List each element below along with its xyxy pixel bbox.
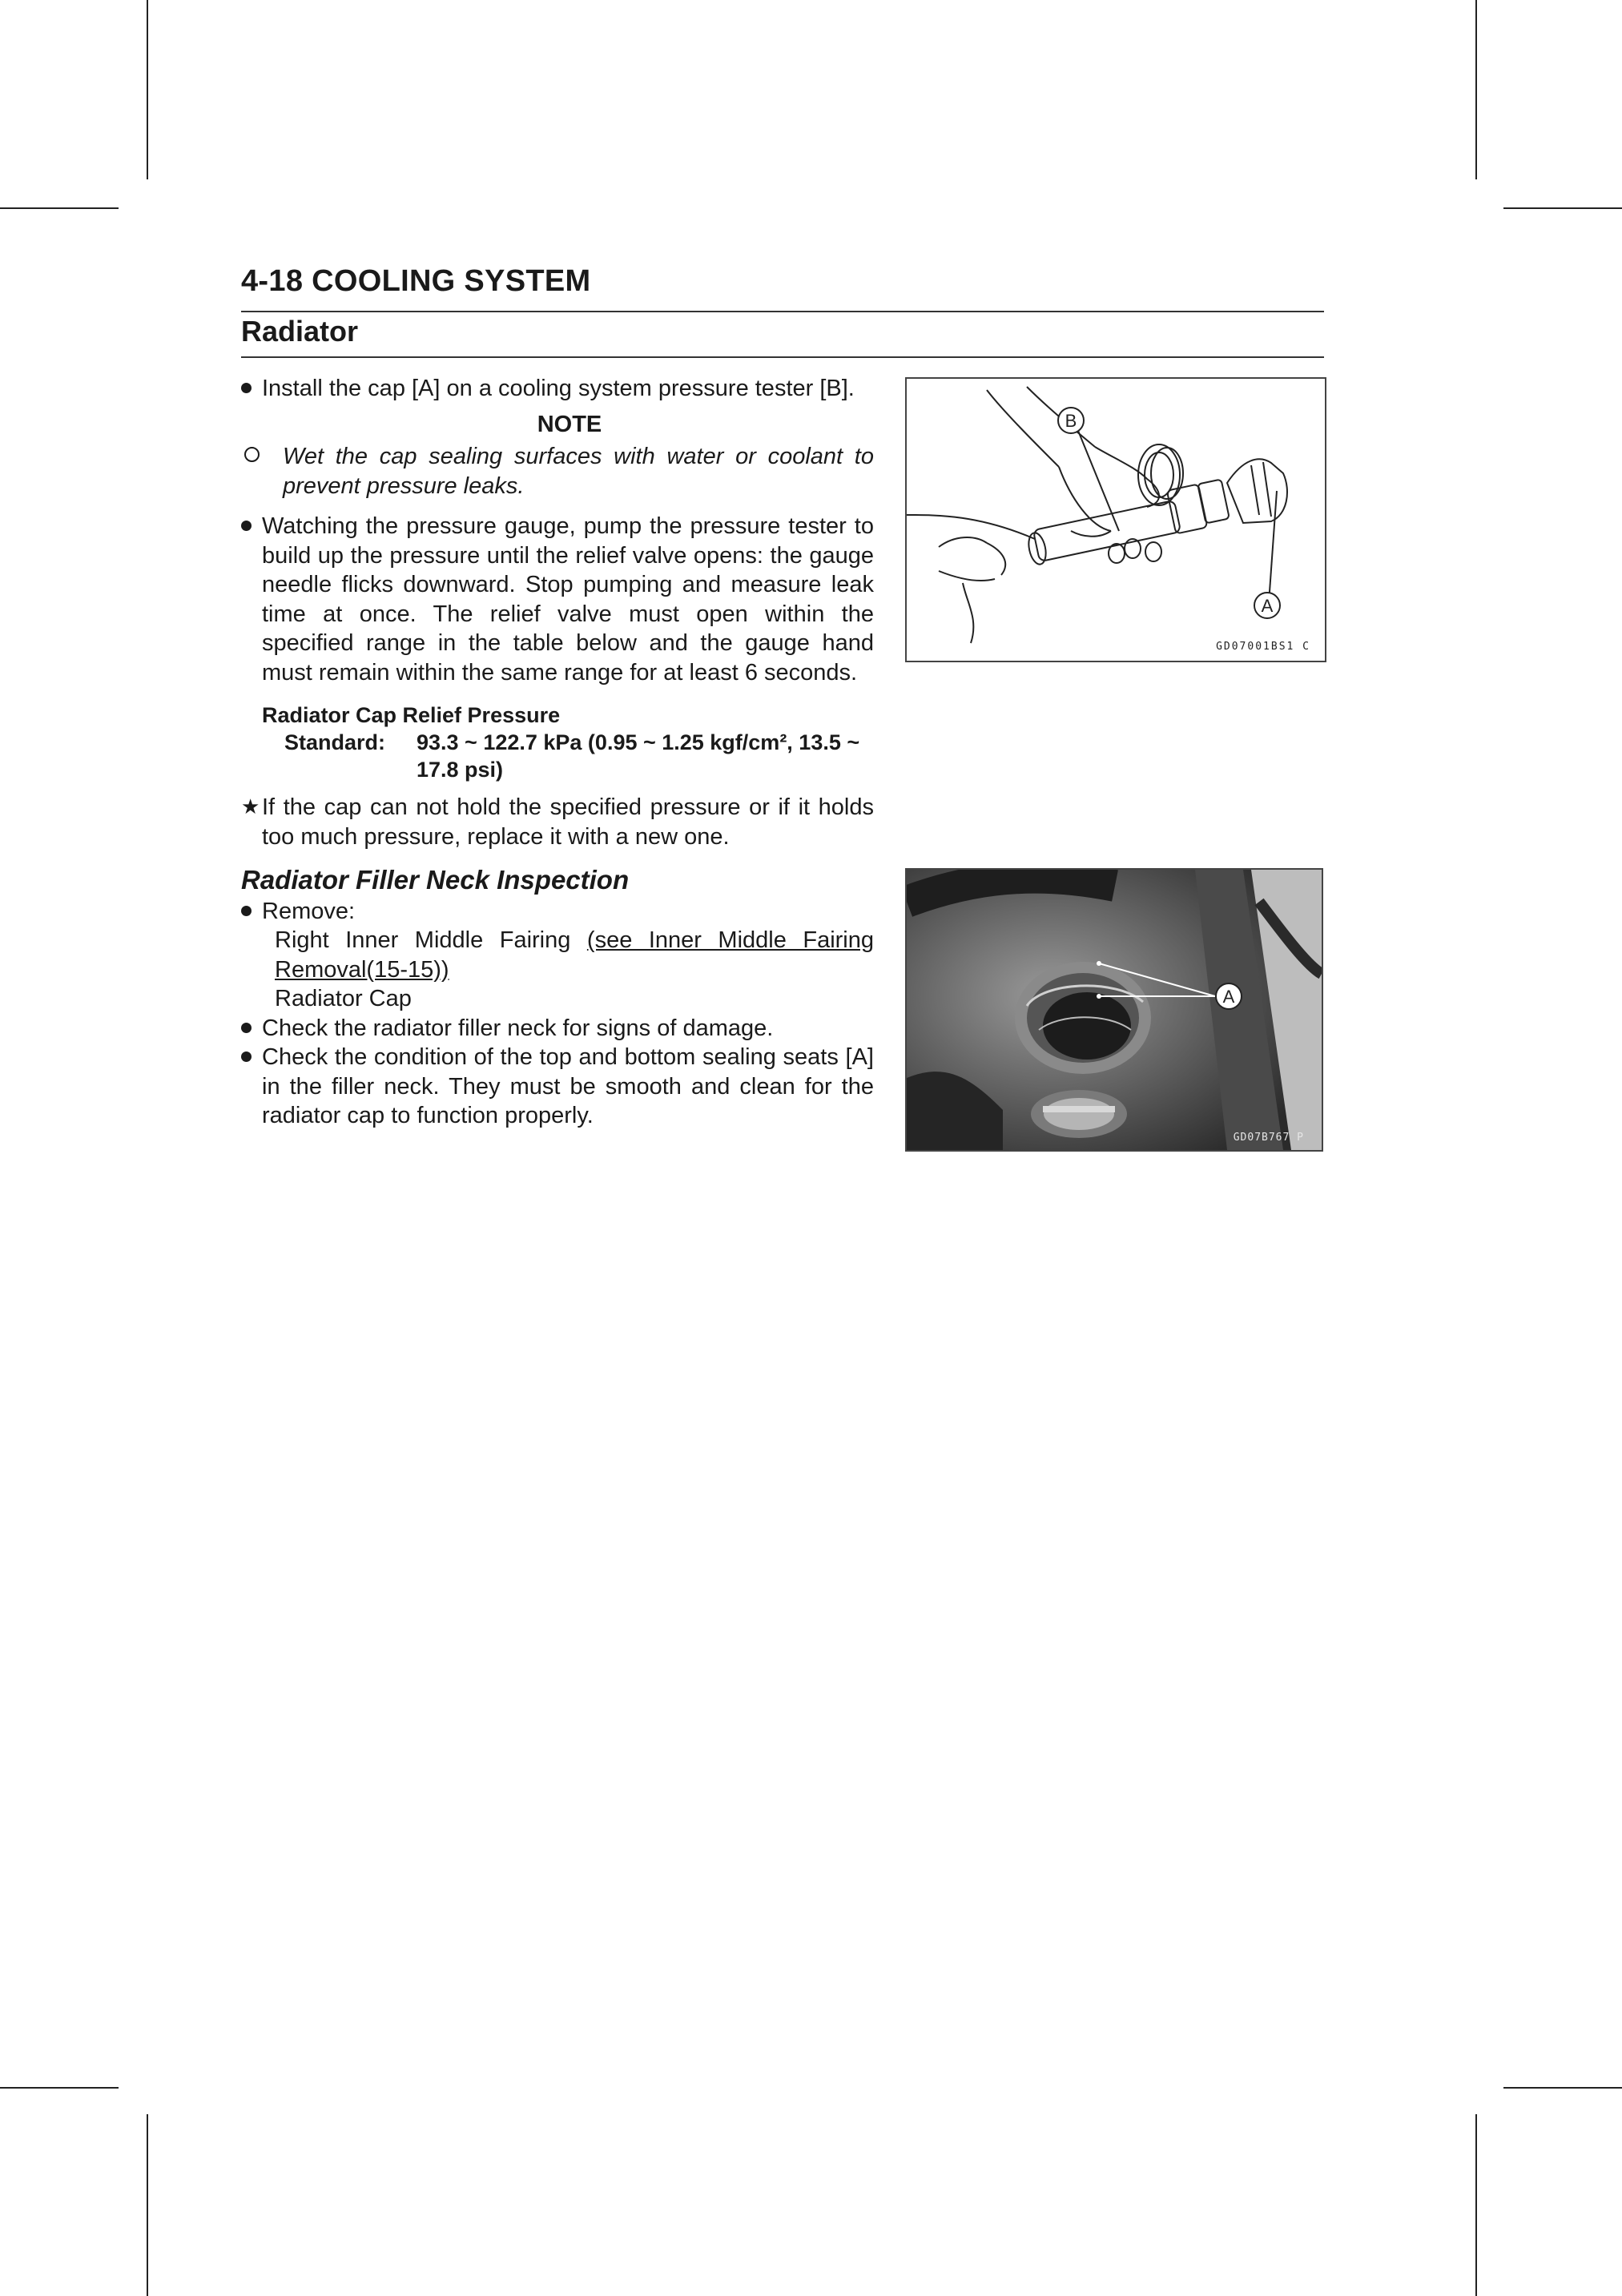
callout-label: A — [1261, 596, 1274, 616]
cross-reference-link[interactable]: (see Inner Middle Fairing Removal(15-15)) — [275, 927, 875, 983]
procedure-text — [241, 374, 874, 1131]
figure-code: GD07B767 P — [1233, 1132, 1304, 1144]
check-damage-step: Check the radiator filler neck for signs of damage. — [262, 1015, 774, 1041]
note-text: Wet the cap sealing surfaces with water or coolant to prevent pressure leaks. — [283, 444, 874, 499]
circle-bullet-icon — [244, 442, 260, 472]
label-a-callout — [1216, 983, 1242, 1009]
install-step: Install the cap [A] on a cooling system pressure tester [B]. — [262, 376, 855, 401]
section-rule — [241, 356, 1324, 358]
remove-item: Radiator Cap — [275, 986, 412, 1011]
spec-value: 93.3 ~ 122.7 kPa (0.95 ~ 1.25 kgf/cm², 13.5 ~ 17.8 psi) — [417, 730, 860, 782]
list-item — [241, 1043, 874, 1131]
pressure-tester-figure — [905, 377, 1326, 662]
filler-neck-illustration — [907, 870, 1322, 1150]
list-item — [241, 374, 874, 404]
label-a-callout — [1254, 593, 1280, 618]
label-b-callout — [1058, 408, 1084, 433]
header-rule — [241, 311, 1324, 312]
page-title: 4-18 COOLING SYSTEM — [241, 264, 591, 298]
remove-item-text: Right Inner Middle Fairing — [275, 927, 571, 953]
section-title: Radiator — [241, 315, 359, 348]
crop-mark — [147, 0, 148, 179]
callout-label: A — [1222, 987, 1235, 1007]
crop-mark — [0, 207, 119, 209]
crop-mark — [1503, 2087, 1622, 2089]
bullet-icon — [241, 374, 259, 404]
figure-code: GD07001BS1 C — [1216, 641, 1310, 653]
spec-title: Radiator Cap Relief Pressure — [262, 703, 561, 727]
crop-mark — [1503, 207, 1622, 209]
check-seats-step: Check the condition of the top and bottom sealing seats [A] in the filler neck. They must be smooth and clean for the radiator cap to function properly. — [262, 1044, 874, 1128]
note — [241, 442, 874, 501]
crop-mark — [147, 2114, 148, 2296]
spec-row — [241, 729, 874, 783]
list-item — [241, 793, 874, 851]
pressure-tester-illustration — [907, 379, 1325, 661]
bullet-icon — [241, 1014, 259, 1043]
bullet-icon — [241, 512, 259, 541]
crop-mark — [0, 2087, 119, 2089]
replace-step: If the cap can not hold the specified pressure or if it holds too much pressure, replace it with a new one. — [262, 794, 874, 850]
remove-item — [241, 926, 874, 984]
bullet-icon — [241, 1043, 259, 1072]
watching-step: Watching the pressure gauge, pump the pressure tester to build up the pressure until the relief valve opens: the gauge needle flicks downward. Stop pumping and measure leak time at once. The relief valve must open within the specified range in the table below and the gauge hand must remain within the same range for at least 6 seconds. — [262, 513, 874, 686]
crop-mark — [1475, 0, 1477, 179]
note-heading: NOTE — [537, 411, 602, 437]
list-item — [241, 897, 874, 927]
spec-label: Standard: — [284, 730, 386, 754]
filler-neck-photo — [905, 868, 1323, 1152]
star-icon: ★ — [241, 794, 260, 818]
list-item — [241, 1014, 874, 1043]
bullet-icon — [241, 897, 259, 927]
inspection-heading: Radiator Filler Neck Inspection — [241, 865, 630, 895]
callout-label: B — [1065, 411, 1077, 431]
list-item — [241, 512, 874, 687]
crop-mark — [1475, 2114, 1477, 2296]
remove-label: Remove: — [262, 898, 356, 924]
